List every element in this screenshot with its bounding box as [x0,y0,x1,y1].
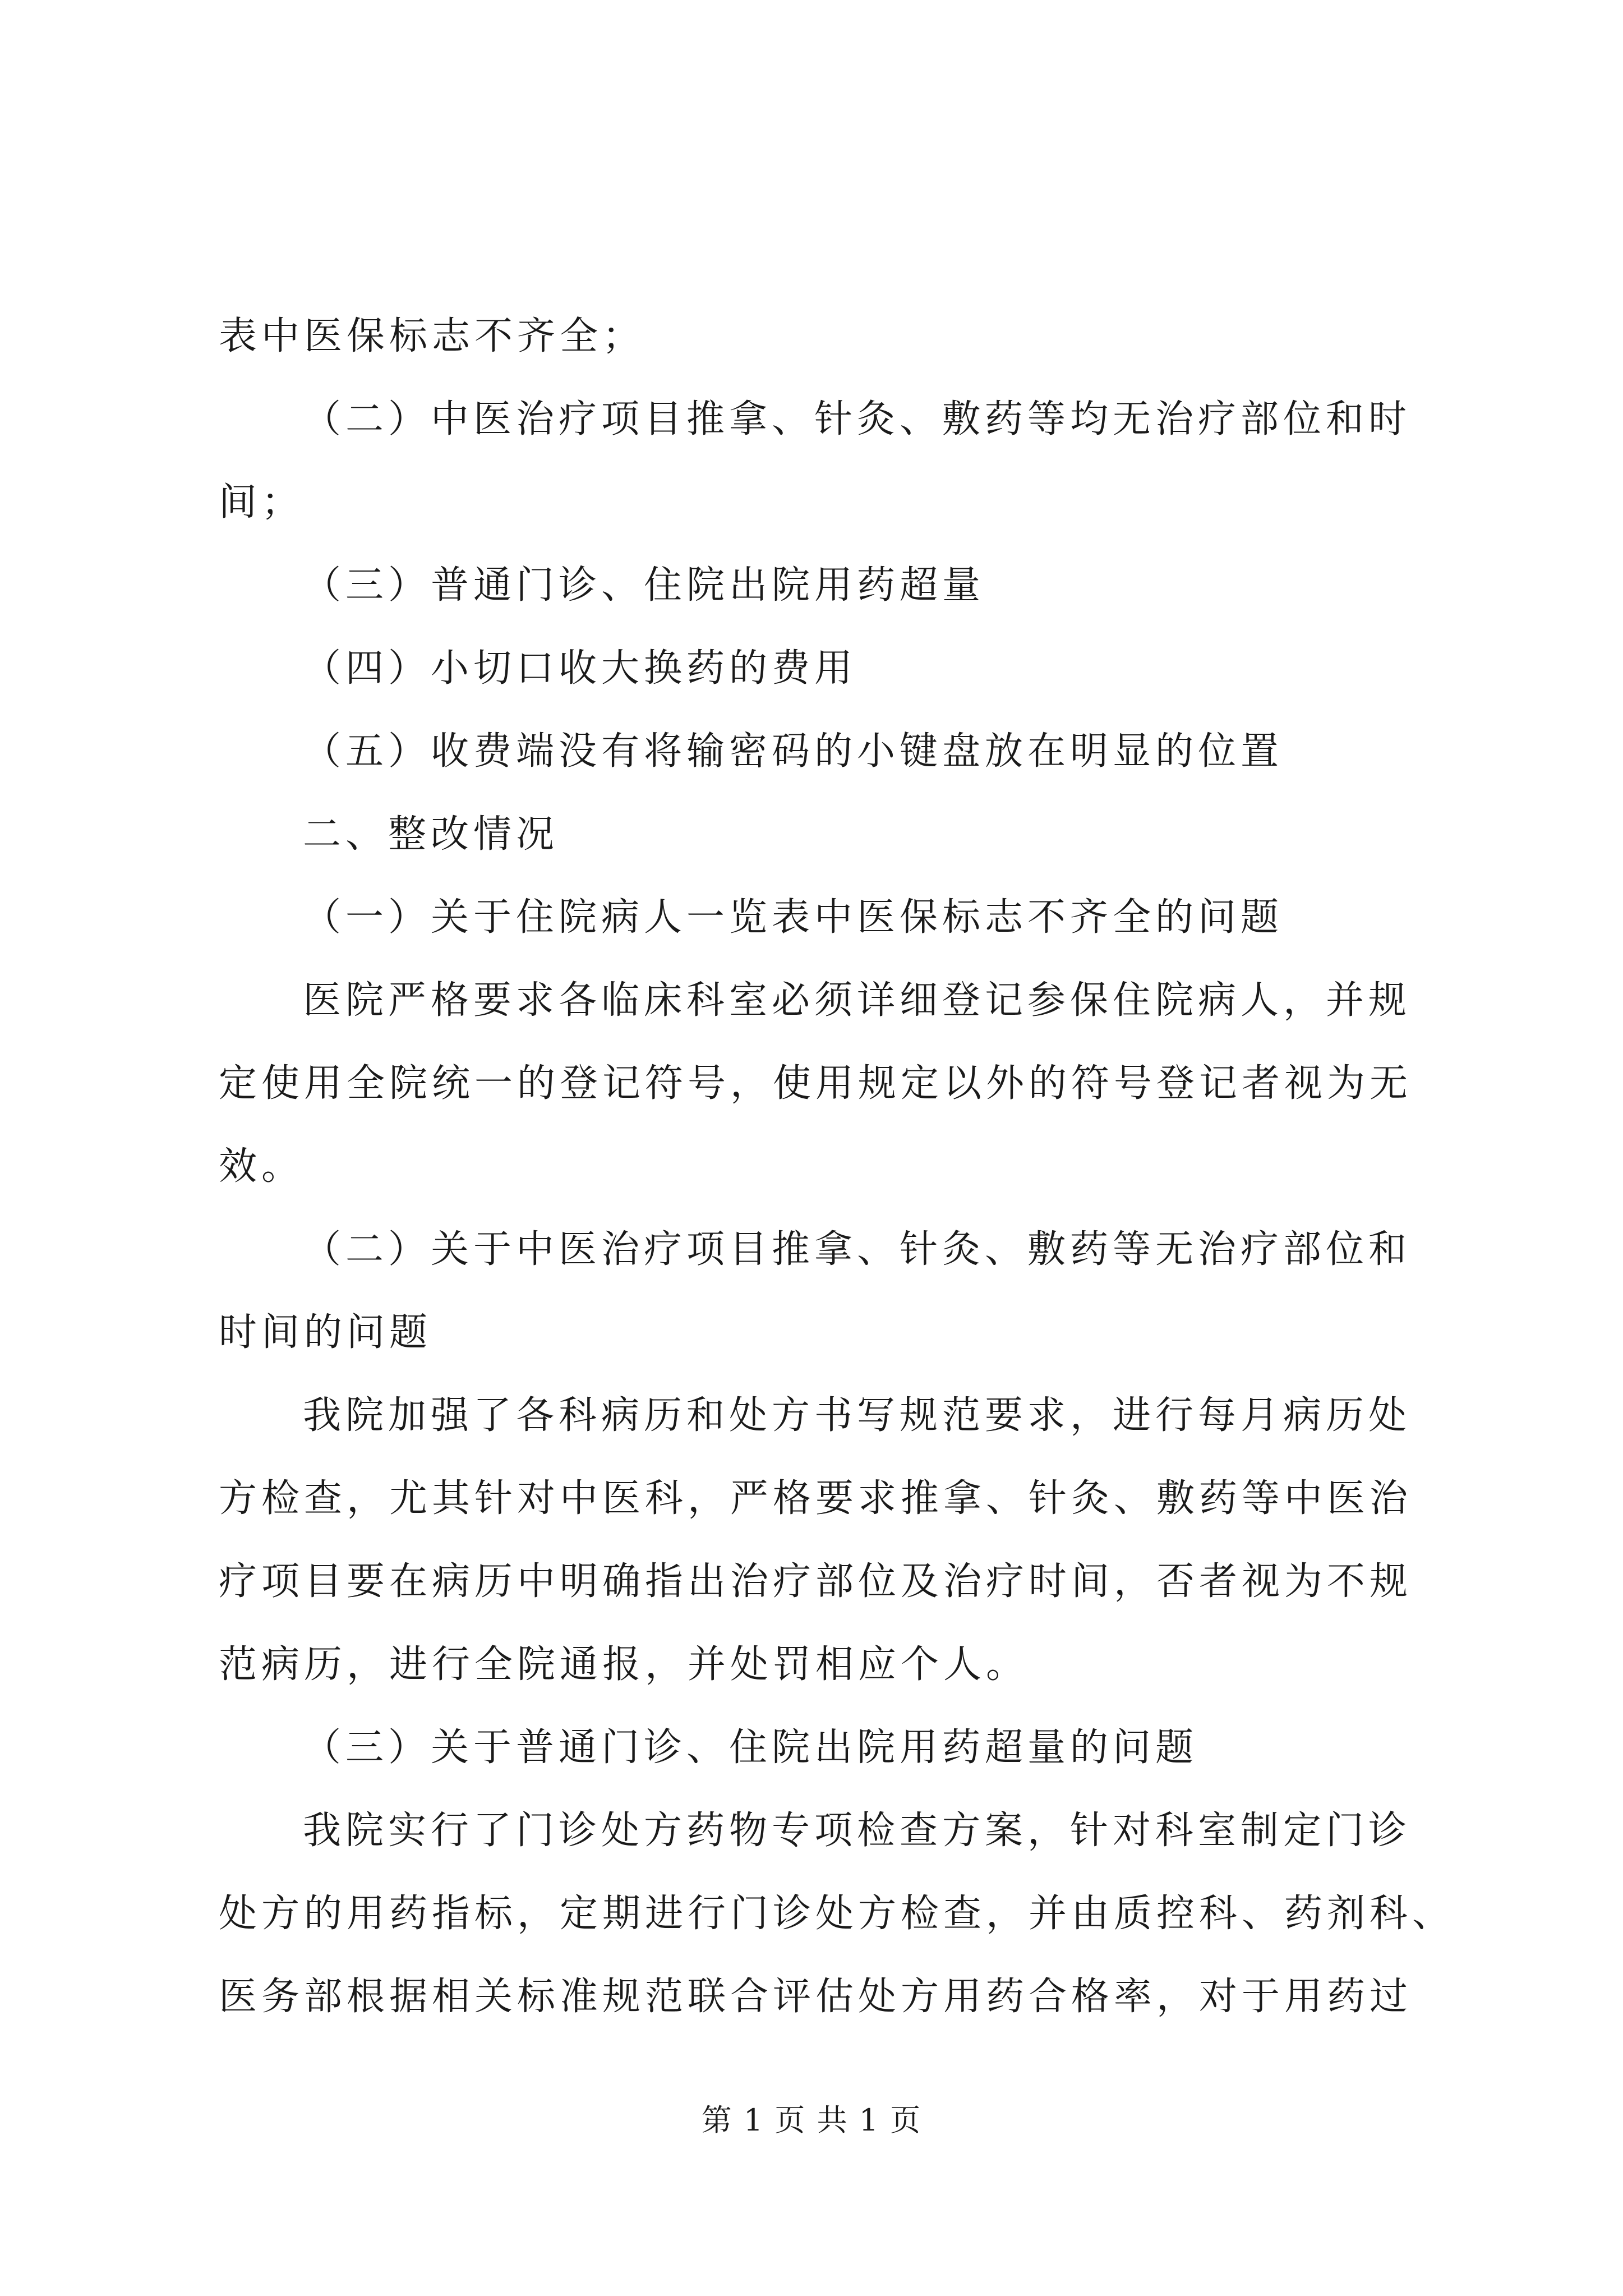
text-line: （二）关于中医治疗项目推拿、针灸、敷药等无治疗部位和 [303,1227,1412,1272]
text-line: （二）中医治疗项目推拿、针灸、敷药等均无治疗部位和时 [303,397,1412,441]
text-line: 表中医保标志不齐全； [219,314,645,358]
text-line: （五）收费端没有将输密码的小键盘放在明显的位置 [303,729,1284,774]
text-line: 方检查，尤其针对中医科，严格要求推拿、针灸、敷药等中医治 [219,1476,1413,1521]
text-line: （一）关于住院病人一览表中医保标志不齐全的问题 [303,895,1284,940]
text-line: 医务部根据相关标准规范联合评估处方用药合格率，对于用药过 [219,1975,1413,2019]
text-line: 范病历，进行全院通报，并处罚相应个人。 [219,1642,1029,1687]
section-heading: 二、整改情况 [303,812,559,857]
text-line: 我院实行了门诊处方药物专项检查方案，针对科室制定门诊 [303,1809,1412,1853]
text-line: （三）普通门诊、住院出院用药超量 [303,563,985,608]
text-line: 我院加强了各科病历和处方书写规范要求，进行每月病历处 [303,1393,1412,1438]
text-line: 疗项目要在病历中明确指出治疗部位及治疗时间，否者视为不规 [219,1559,1413,1604]
text-line: 医院严格要求各临床科室必须详细登记参保住院病人，并规 [303,978,1412,1023]
text-line: 效。 [219,1144,305,1189]
text-line: 处方的用药指标，定期进行门诊处方检查，并由质控科、药剂科、 [219,1892,1455,1936]
text-line: （三）关于普通门诊、住院出院用药超量的问题 [303,1726,1198,1770]
page-number-footer: 第 1 页 共 1 页 [701,2102,922,2138]
text-line: 时间的问题 [219,1310,432,1355]
text-line: （四）小切口收大换药的费用 [303,646,857,691]
text-line: 间； [219,480,305,524]
text-line: 定使用全院统一的登记符号，使用规定以外的符号登记者视为无 [219,1061,1413,1106]
